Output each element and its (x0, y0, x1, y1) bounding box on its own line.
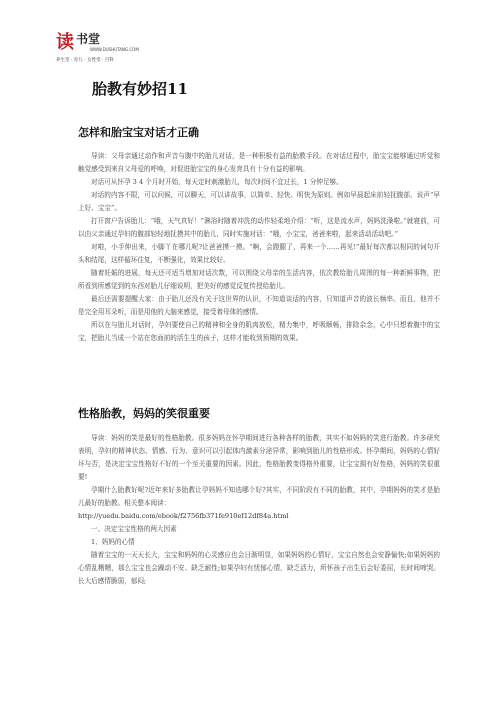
paragraph: 最后还需要提醒大家：由于胎儿还没有关于这世界的认识，不知道谈话的内容，只知道声音的波长频率。而且，他并不是完全用耳朵听，而是用他的大脑来感觉，接受着母体的感情。 (78, 295, 440, 316)
paragraph: 打开窗户告诉胎儿：“哦，天气真好！”淋浴时随着冲洗的动作轻柔地介绍：“听，这是流水声，妈妈洗澡啦。”就寝前，可以由父亲通过孕妇的腹部轻轻地抚摸其中的胎儿，同时实施对话：“哦，小宝宝，爸爸来啦，起来活动活动吧。” (78, 217, 440, 238)
paragraph: 随着妊娠的进展，每天还可适当增加对话次数，可以围绕父母亲的生活内容，依次教给胎儿周围的每一种新鲜事物，把所看到所感觉到的东西对胎儿仔细说明，把美好的感觉反复传授给胎儿。 (78, 269, 440, 290)
paragraph: 对话可从怀孕 3 4 个月时开始，每天定时刺激胎儿，每次时间不宜过长，1 分钟足够。 (91, 178, 343, 186)
logo-subline: 养生堂 · 育儿 · 女性堂 · 百科 (56, 58, 114, 63)
document-title: 胎教有妙招11 (92, 80, 188, 98)
paragraph: 所以在与胎儿对话时，孕妇要使自己的精神和全身的肌肉放松，精力集中，呼吸顺畅，排除杂念，心中只想着腹中的宝宝，把胎儿当成一个站在您面前的活生生的孩子，这样才能收到预期的效果。 (78, 321, 440, 342)
paragraph: 随着宝宝的一天天长大，宝宝和妈妈的心灵感应也会日渐明显，如果妈妈的心情好，宝宝自然也会安静愉快;如果妈妈的心情乱糟糟，那么宝宝也会躁动不安、缺乏耐性;如果孕妇有忧郁心情，缺乏活力，所怀孩子出生后会好委屈，长时间啼哭。长大后感情脆弱，郁闷; (78, 551, 440, 585)
paragraph: 对话的内容不限，可以问候，可以聊天，可以讲故事，以简单、轻快、明快为原则。例如早晨起床前轻抚腹部，说声“早上好、宝宝”。 (78, 191, 440, 212)
paragraph: 导读：父母亲通过动作和声音与腹中的胎儿对话，是一种积极有益的胎教手段。在对话过程中，胎宝宝能够通过听觉和触觉感受到来自父母爱的呼唤，对促进胎宝宝的身心发育具有十分有益的影响。 (78, 152, 440, 173)
paragraph: 导读：妈妈的笑是最好的性格胎教。很多妈妈在怀孕期间进行各种各样的胎教，其实不如妈妈的笑进行胎教。许多研究表明，孕妇的精神状态、情感、行为、意识可以引起体内激素分泌异常，影响到胎儿的性格形成。怀孕期间，妈妈的心情好坏与否，是决定宝宝性格好不好的一个至关重要的因素。因此，性格胎教变得格外重要，让宝宝拥有好性格，妈妈的笑很重要! (78, 434, 440, 481)
site-logo (56, 28, 138, 66)
section-1-body (78, 150, 440, 345)
ebook-link-line (78, 510, 440, 523)
section-heading-1: 怎样和胎宝宝对话才正确 (78, 126, 199, 139)
paragraph: 孕期什么胎教好呢?近年来好多胎教让孕妈妈不知选哪个好?其实，不同阶段有不同的胎教，其中，孕期妈妈的笑才是胎儿最好的胎教。相关整本阅读： (78, 486, 440, 507)
outline-item: 1、妈妈的心情 (91, 538, 135, 546)
paragraph: 对啦，小手伸出来，小脚丫在哪儿呢?让爸爸摸一摸。“啊，会蹬腿了，再来一个……再见!”最好每次都以相同的词句开头和结尾，这样循环往复，不断强化，效果比较好。 (78, 243, 440, 264)
ebook-link[interactable]: http://yuedu.baidu.com/ebook/f2756fb371fe910ef12df84a.html (78, 512, 289, 520)
logo-brand-text: 书堂 (76, 32, 101, 46)
section-heading-2: 性格胎教，妈妈的笑很重要 (78, 407, 210, 420)
logo-tagline: WWW.DUSHUTANG.COM (90, 47, 139, 52)
section-2-body (78, 432, 440, 588)
logo-brand-mark: 读 (56, 32, 73, 53)
outline-item: 一、决定宝宝性格的两大因素 (91, 525, 177, 533)
